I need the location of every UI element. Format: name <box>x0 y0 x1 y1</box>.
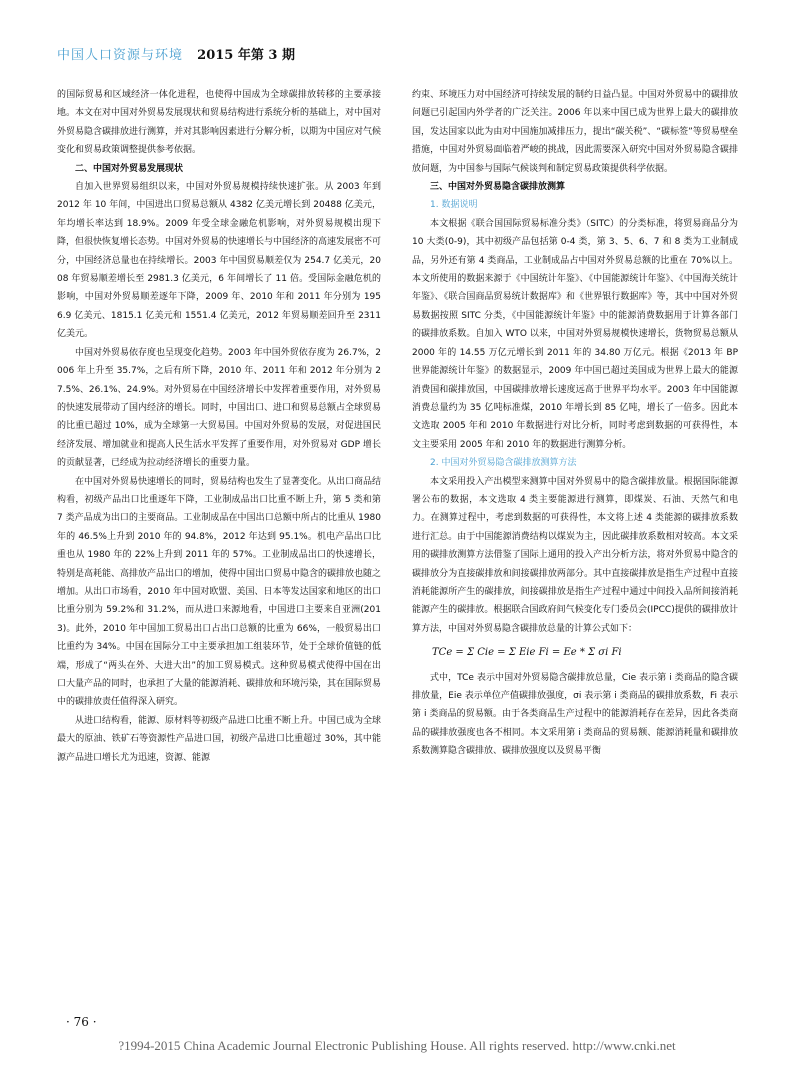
journal-name: 中国人口资源与环境 <box>57 48 184 63</box>
section-heading: 二、中国对外贸易发展现状 <box>75 163 184 174</box>
paragraph: 式中，TCe 表示中国对外贸易隐含碳排放总量，Cie 表示第 i 类商品的隐含碳排放量，Eie 表示单位产值碳排放强度，σi 表示第 i 类商品的碳排放系数，Fi 表示第 i 类商品的贸易额。由于各类商品生产过程中的能源消耗存在差异，因此各类商品的碳排放强度也各不相同。本文采用第 i 类商品的贸易额、能源消耗量和碳排放系数测算隐含碳排放、碳排放强度以及贸易平衡 <box>412 672 738 757</box>
issue-label: 2015 年第 3 期 <box>197 48 295 63</box>
paragraph: 中国对外贸易依存度也呈现变化趋势。2003 年中国外贸依存度为 26.7%，2006 年上升至 35.7%，之后有所下降，2010 年、2011 年和 2012 年分别为 27.5%、26.1%、24.9%。对外贸易在中国经济增长中发挥着重要作用，对外贸易的快速发展带动了国内经济的增长。同时，中国出口、进口和贸易总额占全球贸易的比重已超过 10%，成为全球第一大贸易国。中国对外贸易的发展，对促进国民经济发展、增加就业和提高人民生活水平发挥了重要作用，对外贸易对 GDP 增长的贡献显著，已经成为拉动经济增长的重要力量。 <box>57 347 382 469</box>
copyright-footer: ?1994-2015 China Academic Journal Electronic Publishing House. All rights reserved. http://www.cnki.net <box>118 1038 676 1053</box>
subsection-heading: 1. 数据说明 <box>430 200 478 211</box>
subsection-heading: 2. 中国对外贸易隐含碳排放测算方法 <box>430 458 577 469</box>
paragraph: 在中国对外贸易快速增长的同时，贸易结构也发生了显著变化。从出口商品结构看，初级产品出口比重逐年下降，工业制成品出口比重不断上升，第 5 类和第 7 类产品成为出口的主要商品。工业制成品在中国出口总额中所占的比重从 1980 年的 46.5%上升到 2010 年的 94.8%，2012 年达到 95.1%。机电产品出口比重也从 1980 年的 22%上升到 2011 年的 57%。工业制成品出口的快速增长，特别是高耗能、高排放产品出口的增加，使得中国出口贸易中隐含的碳排放也随之增加。从出口市场看，2010 年中国对欧盟、美国、日本等发达国家和地区的出口比重分别为 59.2%和 31.2%，而从进口来源地看，中国进口主要来自亚洲(2013)。此外，2010 年中国加工贸易出口占出口总额的比重为 66%，一般贸易出口比重约为 34%。中国在国际分工中主要承担加工组装环节，处于全球价值链的低端，形成了“两头在外、大进大出”的加工贸易模式。这种贸易模式使得中国在出口大量产品的同时，也承担了大量的能源消耗、碳排放和环境污染，其在国际贸易中的碳排放责任值得深入研究。 <box>57 476 382 708</box>
right-column <box>412 86 738 761</box>
equation: TCe = Σ Cie = Σ Eie Fi = Ee * Σ σi Fi <box>432 647 622 659</box>
section-heading: 三、中国对外贸易隐含碳排放测算 <box>430 182 566 193</box>
page-number: · 76 · <box>66 1015 97 1029</box>
paragraph: 约束、环境压力对中国经济可持续发展的制约日益凸显。中国对外贸易中的碳排放问题已引起国内外学者的广泛关注。2006 年以来中国已成为世界上最大的碳排放国，发达国家以此为由对中国施加减排压力，提出“碳关税”、“碳标签”等贸易壁垒措施，中国对外贸易面临着严峻的挑战，因此需要深入研究中国对外贸易隐含碳排放问题，为中国参与国际气候谈判和制定贸易政策提供科学依据。 <box>412 90 738 174</box>
paragraph: 的国际贸易和区域经济一体化进程，也使得中国成为全球碳排放转移的主要承接地。本文在对中国对外贸易发展现状和贸易结构进行系统分析的基础上，对中国对外贸易隐含碳排放进行测算，并对其影响因素进行分解分析，以期为中国应对气候变化和贸易政策调整提供参考依据。 <box>57 90 382 156</box>
paragraph: 本文根据《联合国国际贸易标准分类》（SITC）的分类标准，将贸易商品分为 10 大类(0-9)，其中初级产品包括第 0-4 类，第 3、5、6、7 和 8 类为工业制成品，另外还有第 4 类商品，工业制成品占中国对外贸易总额的比重在 70%以上。本文所使用的数据来源于《中国统计年鉴》、《中国能源统计年鉴》、《中国海关统计年鉴》、《联合国商品贸易统计数据库》和《世界银行数据库》等，其中中国对外贸易数据按照 SITC 分类，《中国能源统计年鉴》中的能源消费数据用于计算各部门的碳排放系数。自加入 WTO 以来，中国对外贸易规模快速增长，货物贸易总额从 2000 年的 14.55 万亿元增长到 2011 年的 34.80 万亿元。根据《2013 年 BP 世界能源统计年鉴》的数据显示，2009 年中国已超过美国成为世界上最大的能源消费国和碳排放国，中国碳排放增长速度远高于世界平均水平。2003 年中国能源消费总量约为 35 亿吨标准煤，2010 年增长到 85 亿吨，增长了一倍多。因此本文选取 2005 年和 2010 年数据进行对比分析，同时考虑到数据的可获得性，本文主要采用 2005 年和 2010 年的数据进行测算分析。 <box>412 218 738 450</box>
paragraph: 本文采用投入产出模型来测算中国对外贸易中的隐含碳排放量。根据国际能源署公布的数据，本文选取 4 类主要能源进行测算，即煤炭、石油、天然气和电力。在测算过程中，考虑到数据的可获得性，本文将上述 4 类能源的碳排放系数进行汇总。由于中国能源消费结构以煤炭为主，因此碳排放系数相对较高。本文采用的碳排放测算方法借鉴了国际上通用的投入产出分析方法，将对外贸易中隐含的碳排放分为直接碳排放和间接碳排放两部分。其中直接碳排放是指生产过程中直接消耗能源所产生的碳排放，间接碳排放是指生产过程中通过中间投入品所间接消耗能源产生的碳排放。根据联合国政府间气候变化专门委员会(IPCC)提供的碳排放计算方法，中国对外贸易隐含碳排放总量的计算公式如下： <box>412 476 738 634</box>
running-header <box>57 44 295 63</box>
paragraph: 从进口结构看，能源、原材料等初级产品进口比重不断上升。中国已成为全球最大的原油、铁矿石等资源性产品进口国，初级产品进口比重超过 30%，其中能源产品进口增长尤为迅速，资源、能源 <box>57 715 382 763</box>
paragraph: 自加入世界贸易组织以来，中国对外贸易规模持续快速扩张。从 2003 年到 2012 年 10 年间，中国进出口贸易总额从 4382 亿美元增长到 20488 亿美元，年均增长率达到 18.9%。2009 年受全球金融危机影响，对外贸易规模出现下降，但很快恢复增长态势。中国对外贸易的快速增长与中国经济的高速发展密不可分，中国经济总量也在持续增长。2003 年中国贸易顺差仅为 254.7 亿美元，2008 年贸易顺差增长至 2981.3 亿美元，6 年间增长了 11 倍。受国际金融危机的影响，中国对外贸易顺差逐年下降，2009 年、2010 年和 2011 年分别为 1956.9 亿美元、1815.1 亿美元和 1551.4 亿美元，2012 年贸易顺差回升至 2311 亿美元。 <box>57 182 382 340</box>
left-column <box>57 86 381 767</box>
